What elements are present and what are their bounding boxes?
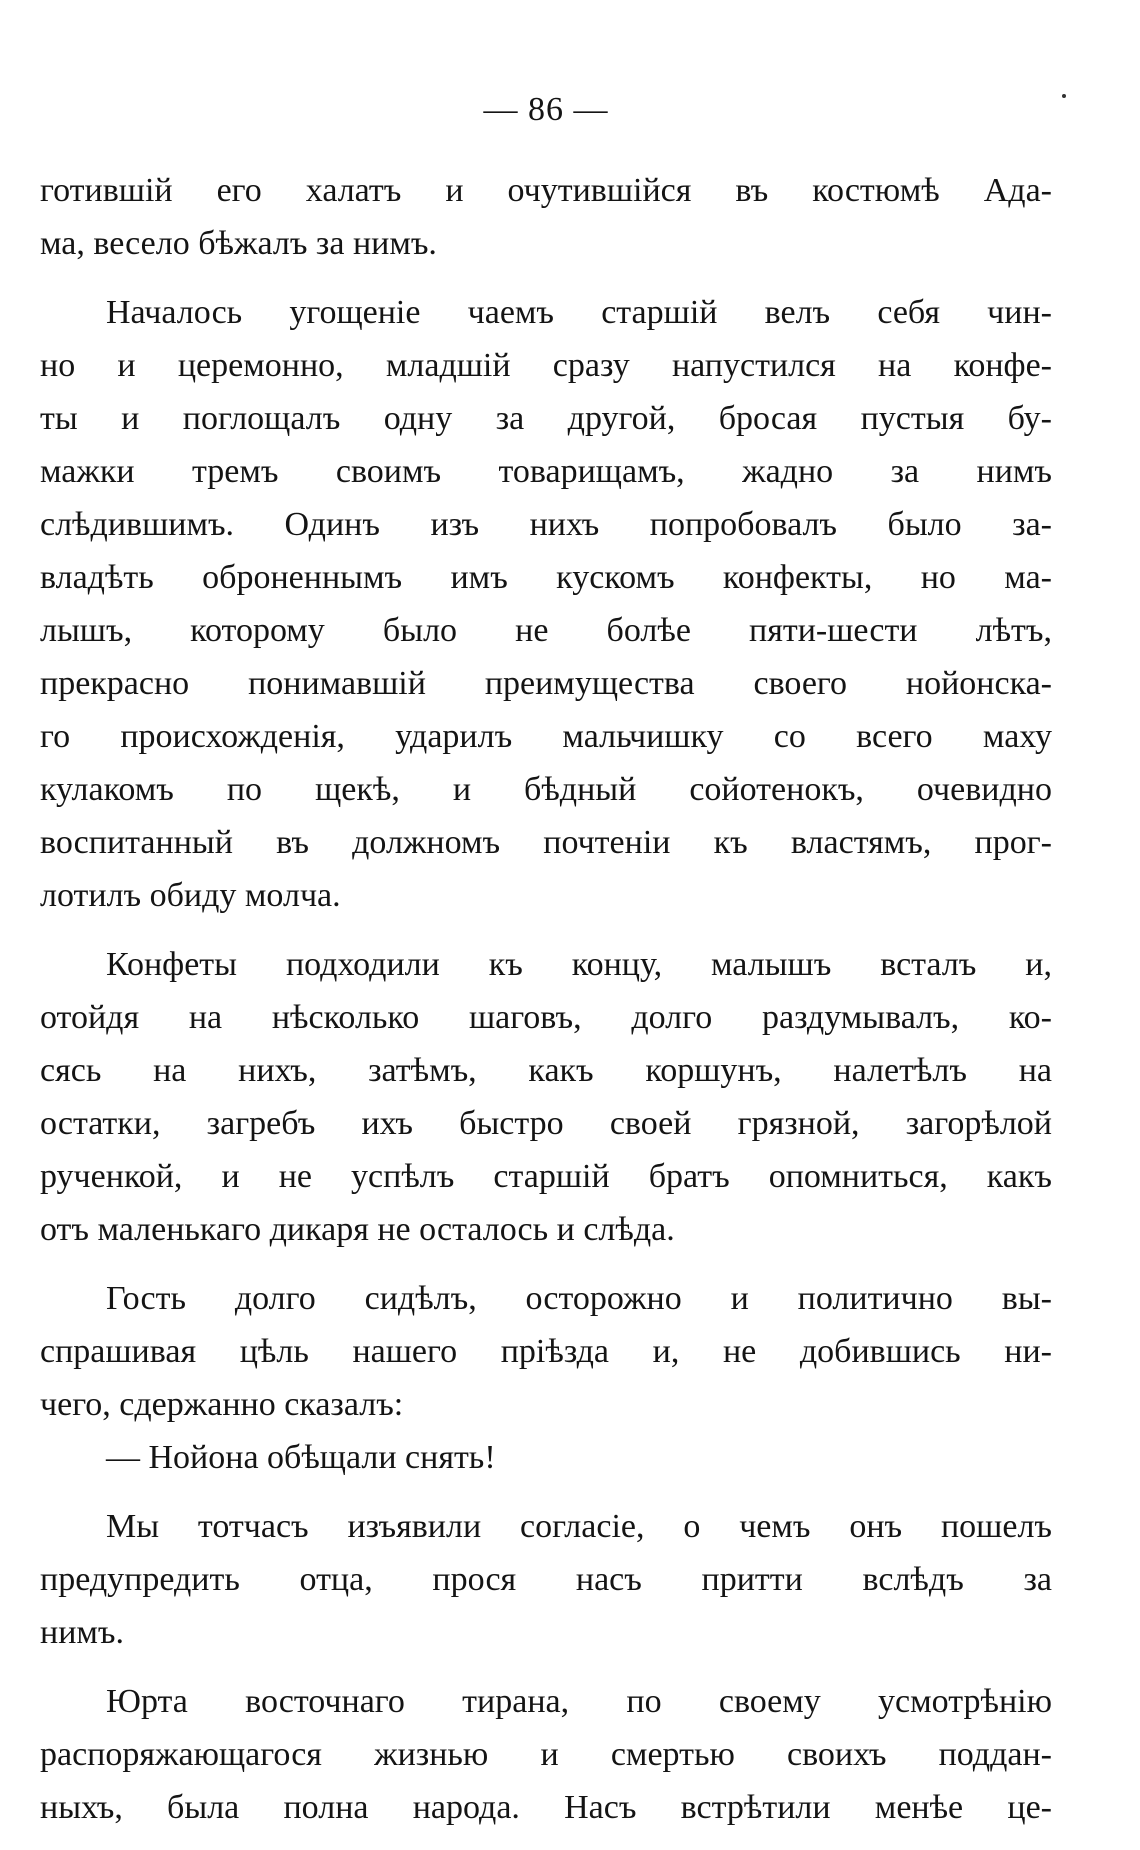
text-line: ныхъ, была полна народа. Насъ встрѣтили менѣе це- [40, 1789, 1052, 1826]
text-line: прекрасно понимавшій преимущества своего нойонска- [40, 665, 1052, 702]
page-number: — 86 — [483, 91, 609, 128]
text-line: остатки, загребъ ихъ быстро своей грязной, загорѣлой [40, 1105, 1052, 1142]
print-speck [1062, 94, 1066, 98]
paragraph-4 [40, 1272, 1052, 1431]
text-line: лышъ, которому было не болѣе пяти-шести лѣтъ, [40, 612, 1052, 649]
text-line: го происхожденія, ударилъ мальчишку со всего маху [40, 718, 1052, 755]
book-page [40, 0, 1052, 1850]
text-line: ты и поглощалъ одну за другой, бросая пустыя бу- [40, 400, 1052, 437]
text-line: мажки тремъ своимъ товарищамъ, жадно за нимъ [40, 453, 1052, 490]
text-line: предупредить отца, прося насъ притти вслѣдъ за [40, 1561, 1052, 1598]
text-line: отъ маленькаго дикаря не осталось и слѣда. [40, 1211, 675, 1248]
text-line: нимъ. [40, 1614, 124, 1651]
paragraph-3 [40, 938, 1052, 1256]
text-line: сясь на нихъ, затѣмъ, какъ коршунъ, налетѣлъ на [40, 1052, 1052, 1089]
body-text [40, 164, 1052, 1850]
text-line: слѣдившимъ. Одинъ изъ нихъ попробовалъ было за- [40, 506, 1052, 543]
text-line: — Нойона обѣщали снять! [106, 1439, 496, 1476]
text-line: Гость долго сидѣлъ, осторожно и политично вы- [106, 1280, 1052, 1317]
text-line: отойдя на нѣсколько шаговъ, долго раздумывалъ, ко- [40, 999, 1052, 1036]
text-line: распоряжающагося жизнью и смертью своихъ поддан- [40, 1736, 1052, 1773]
text-line: лотилъ обиду молча. [40, 877, 341, 914]
text-line: спрашивая цѣль нашего пріѣзда и, не добившись ни- [40, 1333, 1052, 1370]
text-line: Началось угощеніе чаемъ старшій велъ себя чин- [106, 294, 1052, 331]
text-line: готившій его халатъ и очутившійся въ костюмѣ Ада- [40, 172, 1052, 209]
paragraph-6 [40, 1500, 1052, 1659]
text-line: ма, весело бѣжалъ за нимъ. [40, 225, 437, 262]
text-line: Юрта восточнаго тирана, по своему усмотрѣнію [106, 1683, 1052, 1720]
text-line: но и церемонно, младшій сразу напустился на конфе- [40, 347, 1052, 384]
paragraph-5-dialogue [40, 1431, 1052, 1484]
text-line: Мы тотчасъ изъявили согласіе, о чемъ онъ пошелъ [106, 1508, 1052, 1545]
text-line: Конфеты подходили къ концу, малышъ всталъ и, [106, 946, 1052, 983]
text-line: кулакомъ по щекѣ, и бѣдный сойотенокъ, очевидно [40, 771, 1052, 808]
text-line: рученкой, и не успѣлъ старшій братъ опомниться, какъ [40, 1158, 1052, 1195]
paragraph-1 [40, 164, 1052, 270]
paragraph-7 [40, 1675, 1052, 1834]
text-line: владѣть оброненнымъ имъ кускомъ конфекты, но ма- [40, 559, 1052, 596]
text-line: чего, сдержанно сказалъ: [40, 1386, 404, 1423]
text-line: воспитанный въ должномъ почтеніи къ властямъ, прог- [40, 824, 1052, 861]
paragraph-2 [40, 286, 1052, 922]
